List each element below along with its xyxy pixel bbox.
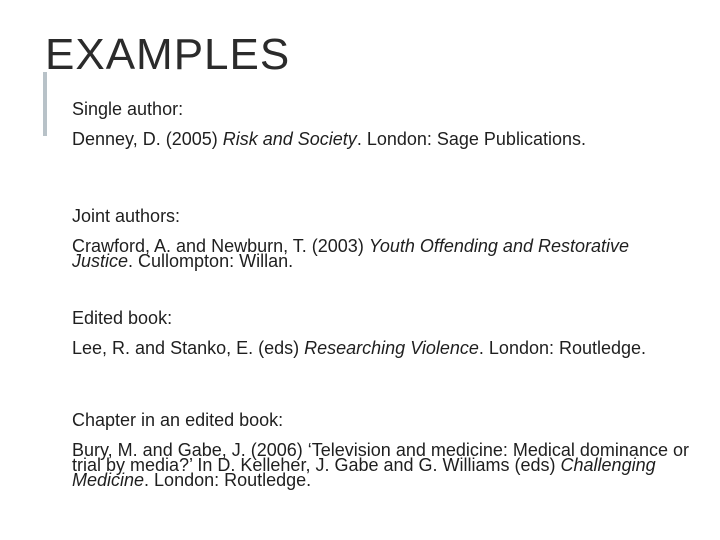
example-label: Chapter in an edited book: <box>72 410 284 430</box>
citation-text: . Cullompton: Willan. <box>128 251 294 271</box>
citation-text: Denney, D. (2005) <box>72 129 223 149</box>
example-label: Edited book: <box>72 308 173 328</box>
example-citation <box>72 338 692 358</box>
citation-title: Risk and Society <box>222 129 357 149</box>
example-single-author <box>72 99 692 147</box>
title-accent-bar <box>43 72 47 136</box>
example-joint-authors <box>72 206 692 269</box>
citation-title: Researching Violence <box>304 338 479 358</box>
example-label: Single author: <box>72 99 184 119</box>
citation-text: . London: Routledge. <box>478 338 647 358</box>
example-citation <box>72 129 692 149</box>
citation-text: . London: Routledge. <box>144 470 312 490</box>
citation-text: Crawford, A. and Newburn, T. (2003) <box>72 236 369 256</box>
example-chapter-in-edited-book <box>72 410 692 488</box>
example-citation <box>72 236 692 271</box>
example-label: Joint authors: <box>72 206 181 226</box>
citation-title: Challenging Medicine <box>72 455 656 490</box>
example-citation <box>72 440 692 490</box>
citation-text: . London: Sage Publications. <box>356 129 586 149</box>
citation-text: Lee, R. and Stanko, E. (eds) <box>72 338 305 358</box>
citation-title: Youth Offending and Restorative Justice <box>72 236 630 271</box>
example-edited-book <box>72 308 692 356</box>
slide-title: EXAMPLES <box>45 30 291 79</box>
citation-text: Bury, M. and Gabe, J. (2006) ‘Television and medicine: Medical dominance or trial by media?’ In D. Kelleher, J. Gabe and G. Williams (eds) <box>72 440 689 475</box>
